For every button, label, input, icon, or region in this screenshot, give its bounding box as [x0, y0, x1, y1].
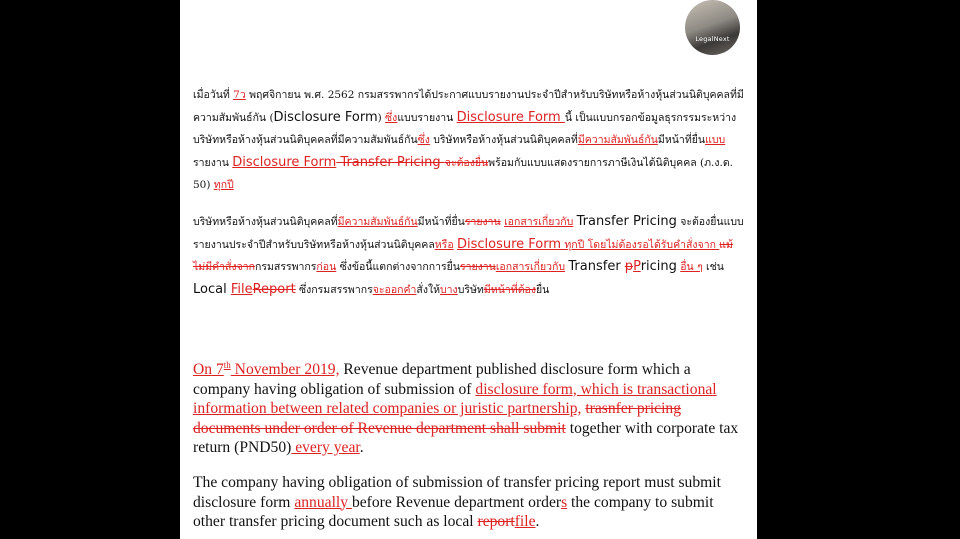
text-run: Revenue department published disclosure form which a company having obligation of submission of [193, 361, 691, 398]
legalnext-logo [685, 0, 740, 55]
text-run: แม้ไม่มีคำสั่งจาก [193, 238, 733, 273]
text-run: On 7 [193, 361, 224, 378]
text-run: P [633, 259, 641, 274]
text-run: ricing [640, 259, 677, 274]
text-run: th [223, 359, 231, 370]
text-run: รายงาน [193, 156, 233, 169]
english-paragraph-2 [193, 473, 745, 532]
text-run: มีหน้าที่ยื่น [417, 216, 465, 228]
text-run: s [561, 493, 568, 511]
text-run: เช่น [702, 261, 724, 273]
text-run: เมื่อวันที่ [193, 89, 234, 101]
text-run: พร้อมกับแบบแสดงรายการภาษีเงินได้นิติบุคคล (ภ.ง.ด. 50) [193, 156, 733, 191]
text-run: ซึ่งข้อนี้แตกต่างจากการยื่น [336, 261, 460, 273]
text-run: นี้ เป็นแบบกรอกข้อมูลธุรกรรมระหว่างบริษัทหรือห้างหุ้นส่วนนิติบุคคลที่มีความสัมพันธ์กัน [193, 111, 737, 146]
text-run: บาง [440, 283, 458, 296]
text-run: มีหน้าที่ยื่น [657, 134, 706, 146]
text-run: บริษัทหรือห้างหุ้นส่วนนิติบุคคลที่ [429, 134, 578, 146]
text-run: Disclosure Form [456, 109, 565, 125]
text-run: trasnfer pricing documents under order of Revenue department shall submit [193, 400, 682, 437]
text-run: แบบรายงาน [397, 111, 457, 124]
text-run: ยื่น [535, 283, 550, 296]
text-run: มีความสัมพันธ์กัน [577, 134, 658, 146]
text-run: The company having obligation of submission of transfer pricing report must submit disclosure form [193, 474, 721, 511]
document-page [180, 0, 757, 539]
text-run: กรมสรรพากร [255, 261, 317, 273]
text-run: report [477, 513, 515, 530]
text-run: Report [252, 281, 296, 297]
text-run: พฤศจิกายน พ.ศ. 2562 กรมสรรพากรได้ประกาศแบบรายงานประจำปีสำหรับบริษัทหรือห้างหุ้นส่วนนิติบุคคลที่มีความสัมพันธ์กัน ( [193, 89, 744, 124]
text-run: File [230, 281, 253, 297]
text-run: file [514, 513, 536, 530]
text-run: annually [294, 493, 352, 511]
text-run: หรือ [434, 238, 454, 251]
text-run: เอกสารเกี่ยวกับ [504, 216, 574, 228]
text-run: จะออกคำ [372, 283, 417, 296]
text-run: disclosure form, which is transactional information between related companies or juristic partnership, [193, 380, 717, 417]
text-run: p [624, 259, 634, 274]
text-run: ) [377, 111, 386, 124]
text-run: รายงาน [464, 216, 501, 228]
text-run: ทุกปี โดยไม่ต้องรอได้รับคำสั่งจาก [561, 238, 720, 251]
text-run: before Revenue department order [351, 493, 562, 511]
text-run: together with corporate tax return (PND50) [193, 419, 739, 456]
text-run: ซึ่ง [385, 111, 398, 124]
text-run: Disclosure Form [273, 109, 378, 125]
text-run: Transfer Pricing [576, 214, 677, 229]
text-run: มีความสัมพันธ์กัน [337, 216, 418, 228]
text-run: November 2019, [230, 361, 340, 378]
thai-paragraph-2 [193, 211, 745, 301]
text-run: จะต้องยื่นแบบรายงานประจำปีสำหรับบริษัทหรือห้างหุ้นส่วนนิติบุคคล [193, 216, 744, 251]
text-run: รายงาน [459, 261, 496, 273]
text-run: อื่น ๆ [680, 261, 703, 273]
text-run: ซึ่ง [417, 134, 430, 146]
text-run: 7ว [233, 89, 246, 101]
text-run: แบบ [705, 134, 726, 146]
text-run: Disclosure Form [456, 236, 562, 252]
text-run: Transfer [568, 259, 625, 274]
text-run: ซึ่งกรมสรรพากร [295, 283, 373, 296]
text-run: ก่อน [316, 261, 337, 273]
text-run: บริษัทหรือห้างหุ้นส่วนนิติบุคคลที่ [193, 216, 338, 228]
text-run: . [359, 439, 364, 456]
text-run: ทุกปี [213, 179, 234, 191]
english-paragraph-1 [193, 360, 745, 458]
text-run: the company to submit other transfer pricing document such as local [193, 493, 714, 530]
text-run: สั่งให้ [416, 283, 440, 296]
text-run: จะต้องยื่น [444, 156, 489, 169]
text-run: Disclosure Form [232, 154, 337, 170]
text-run: มีหน้าที่ต้อง [483, 283, 536, 296]
text-run: บริษัท [457, 283, 484, 296]
text-run: เอกสารเกี่ยวกับ [495, 261, 566, 273]
text-run: . [535, 513, 540, 530]
text-run: Transfer Pricing [336, 154, 445, 170]
text-run: Local [193, 281, 231, 297]
logo-text: LegalNext [695, 35, 730, 43]
text-run: every year [291, 439, 360, 456]
thai-paragraph-1 [193, 84, 745, 197]
